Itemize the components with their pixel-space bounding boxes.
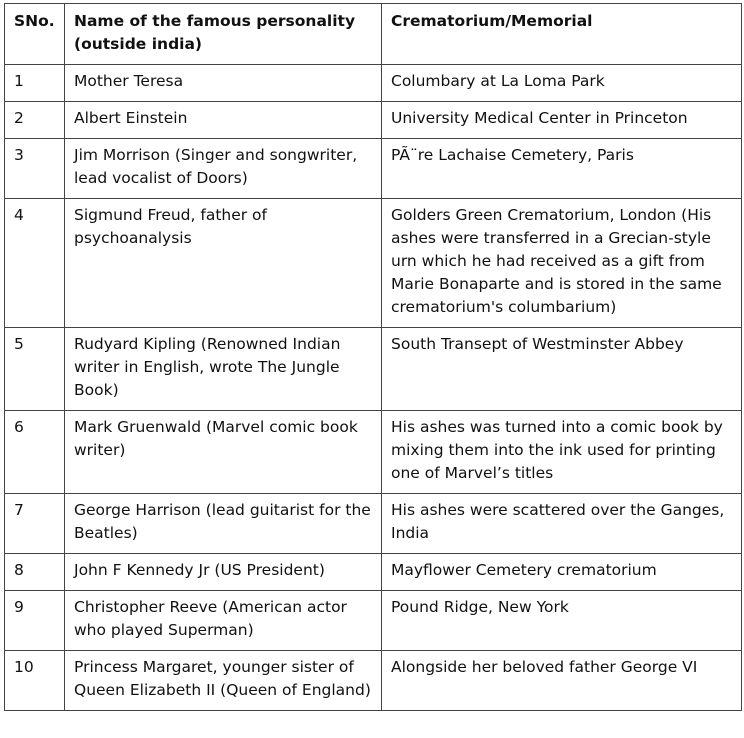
cell-sno: 1 [5,65,65,102]
table-row [5,328,742,411]
table-row [5,139,742,199]
header-memorial: Crematorium/Memorial [382,4,742,65]
cell-memorial: University Medical Center in Princeton [382,102,742,139]
table-row [5,651,742,711]
cell-memorial: His ashes were scattered over the Ganges, India [382,494,742,554]
cell-memorial: Golders Green Crematorium, London (His ashes were transferred in a Grecian-style urn which he had received as a gift from Marie Bonaparte and is stored in the same crematorium's columbarium) [382,199,742,328]
table-row [5,411,742,494]
cell-name: Christopher Reeve (American actor who played Superman) [65,591,382,651]
header-sno: SNo. [5,4,65,65]
table-row [5,591,742,651]
cell-name: John F Kennedy Jr (US President) [65,554,382,591]
cell-sno: 9 [5,591,65,651]
cell-memorial: Pound Ridge, New York [382,591,742,651]
cell-sno: 6 [5,411,65,494]
cell-name: Mother Teresa [65,65,382,102]
personality-table [4,3,742,711]
cell-name: Rudyard Kipling (Renowned Indian writer in English, wrote The Jungle Book) [65,328,382,411]
table-row [5,65,742,102]
cell-sno: 2 [5,102,65,139]
cell-sno: 8 [5,554,65,591]
cell-sno: 7 [5,494,65,554]
cell-name: Albert Einstein [65,102,382,139]
cell-sno: 5 [5,328,65,411]
table-row [5,554,742,591]
cell-name: Princess Margaret, younger sister of Queen Elizabeth II (Queen of England) [65,651,382,711]
table-row [5,102,742,139]
cell-memorial: Columbary at La Loma Park [382,65,742,102]
table-row [5,199,742,328]
table-row [5,494,742,554]
cell-memorial: His ashes was turned into a comic book by mixing them into the ink used for printing one of Marvel’s titles [382,411,742,494]
cell-sno: 10 [5,651,65,711]
cell-sno: 3 [5,139,65,199]
cell-name: George Harrison (lead guitarist for the Beatles) [65,494,382,554]
cell-memorial: PÃ¨re Lachaise Cemetery, Paris [382,139,742,199]
cell-name: Mark Gruenwald (Marvel comic book writer) [65,411,382,494]
cell-memorial: South Transept of Westminster Abbey [382,328,742,411]
cell-name: Jim Morrison (Singer and songwriter, lead vocalist of Doors) [65,139,382,199]
cell-memorial: Alongside her beloved father George VI [382,651,742,711]
cell-memorial: Mayflower Cemetery crematorium [382,554,742,591]
cell-sno: 4 [5,199,65,328]
table-header-row [5,4,742,65]
cell-name: Sigmund Freud, father of psychoanalysis [65,199,382,328]
header-name: Name of the famous personality (outside india) [65,4,382,65]
